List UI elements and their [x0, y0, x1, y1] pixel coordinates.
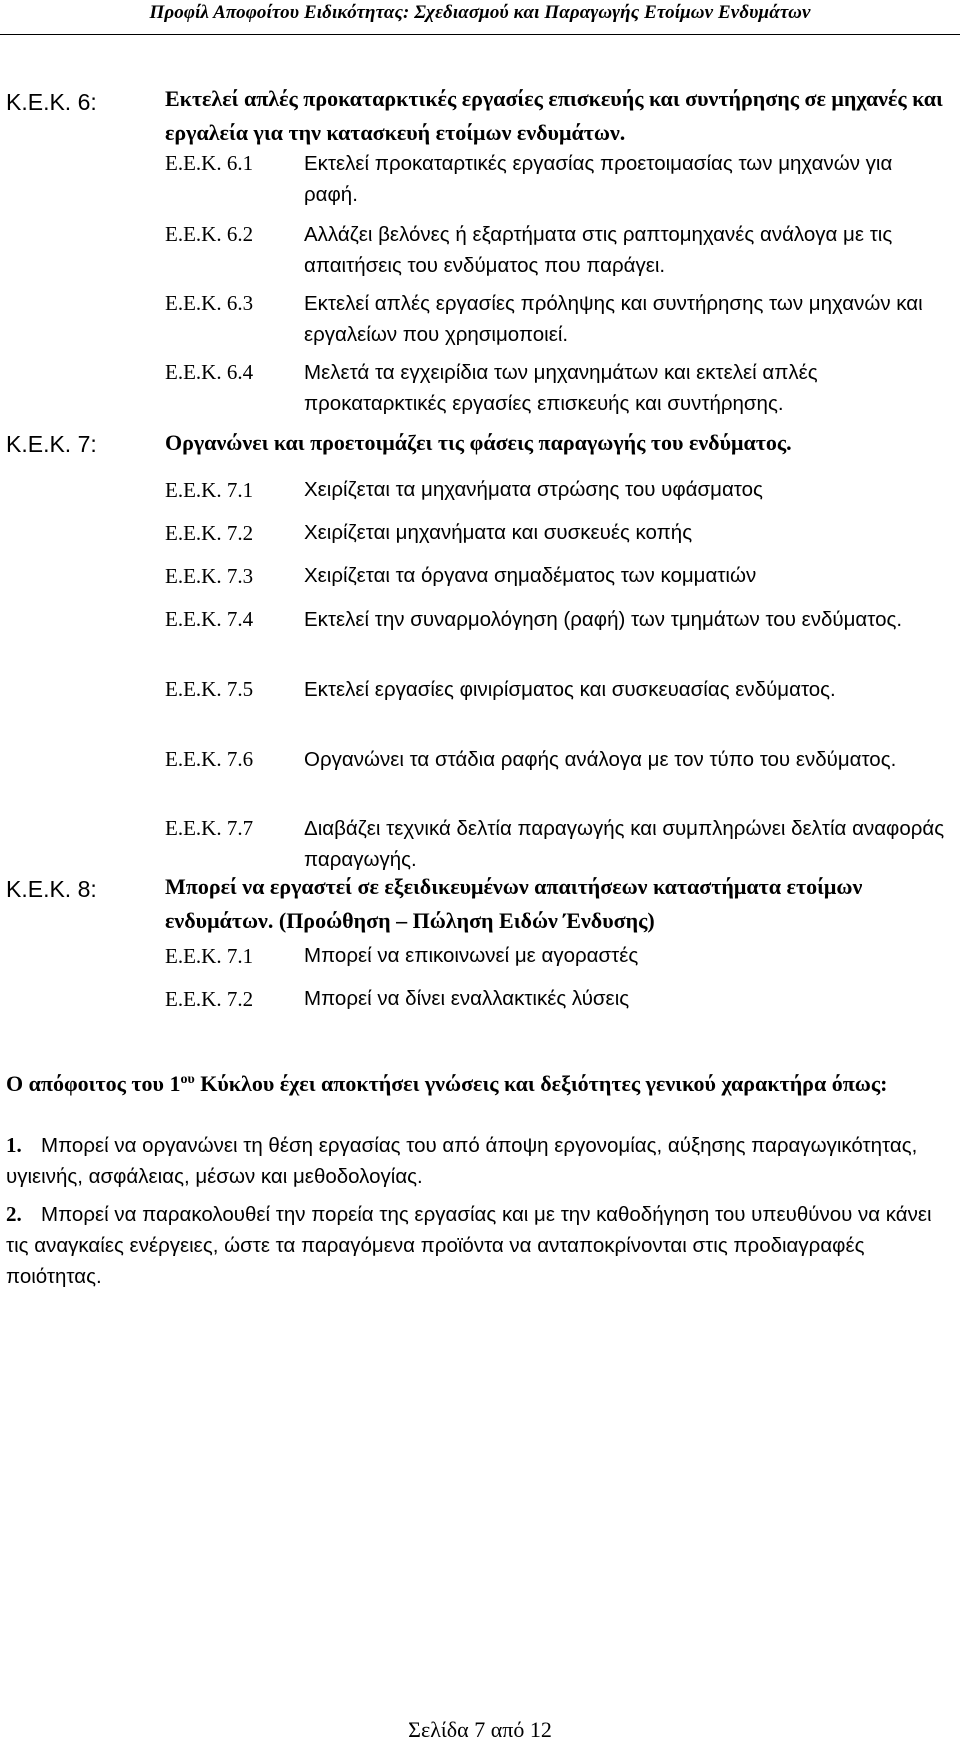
section-code: Κ.Ε.Κ. 7:	[6, 431, 97, 457]
subsection-code: Ε.Ε.Κ. 6.2	[165, 222, 254, 246]
subsection-text: Διαβάζει τεχνικά δελτία παραγωγής και συμπληρώνει δελτία αναφοράς παραγωγής.	[304, 817, 945, 871]
subsection-code: Ε.Ε.Κ. 7.1	[165, 944, 254, 968]
subsection-text: Χειρίζεται τα μηχανήματα στρώσης του υφάσματος	[304, 478, 763, 501]
subsection-text: Μπορεί να δίνει εναλλακτικές λύσεις	[304, 987, 630, 1010]
subsection-text: Μπορεί να επικοινωνεί με αγοραστές	[304, 944, 639, 967]
subsection-code: Ε.Ε.Κ. 7.6	[165, 747, 254, 771]
section-title: Μπορεί να εργαστεί σε εξειδικευμένων απαιτήσεων καταστήματα ετοίμων ενδυμάτων. (Προώθηση – Πώληση Ειδών Ένδυσης)	[165, 874, 863, 933]
heading-text-rest: Κύκλου έχει αποκτήσει γνώσεις και δεξιότητες γενικού χαρακτήρα όπως:	[194, 1071, 888, 1096]
section-title: Εκτελεί απλές προκαταρκτικές εργασίες επισκευής και συντήρησης σε μηχανές και εργαλεία για την κατασκευή ετοίμων ενδυμάτων.	[165, 86, 943, 145]
section-code: Κ.Ε.Κ. 6:	[6, 89, 97, 115]
subsection-code: Ε.Ε.Κ. 6.3	[165, 291, 254, 315]
subsection-code: Ε.Ε.Κ. 7.5	[165, 677, 254, 701]
subsection-code: Ε.Ε.Κ. 7.3	[165, 564, 254, 588]
subsection-text: Εκτελεί την συναρμολόγηση (ραφή) των τμημάτων του ενδύματος.	[304, 608, 903, 631]
subsection-code: Ε.Ε.Κ. 7.7	[165, 816, 254, 840]
subsection-code: Ε.Ε.Κ. 7.4	[165, 607, 254, 631]
subsection-code: Ε.Ε.Κ. 6.4	[165, 360, 254, 384]
subsection-code: Ε.Ε.Κ. 7.1	[165, 478, 254, 502]
subsection-text: Οργανώνει τα στάδια ραφής ανάλογα με τον τύπο του ενδύματος.	[304, 748, 897, 771]
page-header: Προφίλ Αποφοίτου Ειδικότητας: Σχεδιασμού και Παραγωγής Ετοίμων Ενδυμάτων	[149, 2, 811, 23]
section-title: Οργανώνει και προετοιμάζει τις φάσεις παραγωγής του ενδύματος.	[165, 430, 792, 455]
section-code: Κ.Ε.Κ. 8:	[6, 876, 97, 902]
subsection-text: Αλλάζει βελόνες ή εξαρτήματα στις ραπτομηχανές ανάλογα με τις απαιτήσεις του ενδύματος που παράγει.	[304, 223, 893, 277]
ordinal-superscript: ου	[180, 1072, 195, 1087]
list-item-text: Μπορεί να παρακολουθεί την πορεία της εργασίας και με την καθοδήγηση του υπευθύνου να κάνει τις αναγκαίες ενέργειες, ώστε τα παραγόμενα προϊόντα να ανταποκρίνονται στις προδιαγραφές ποιότητας.	[6, 1203, 932, 1288]
header-divider	[0, 34, 960, 35]
list-number: 1.	[6, 1133, 22, 1157]
general-skills-heading	[6, 1067, 951, 1101]
subsection-text: Εκτελεί απλές εργασίες πρόληψης και συντήρησης των μηχανών και εργαλείων που χρησιμοποιεί.	[304, 292, 923, 346]
list-number: 2.	[6, 1202, 22, 1226]
subsection-text: Χειρίζεται μηχανήματα και συσκευές κοπής	[304, 521, 693, 544]
subsection-code: Ε.Ε.Κ. 7.2	[165, 987, 254, 1011]
subsection-text: Εκτελεί προκαταρτικές εργασίας προετοιμασίας των μηχανών για ραφή.	[304, 152, 893, 206]
subsection-text: Εκτελεί εργασίες φινιρίσματος και συσκευασίας ενδύματος.	[304, 678, 836, 701]
page-number-footer: Σελίδα 7 από 12	[408, 1717, 552, 1742]
subsection-text: Μελετά τα εγχειρίδια των μηχανημάτων και εκτελεί απλές προκαταρκτικές εργασίες επισκευής και συντήρησης.	[304, 361, 818, 415]
subsection-code: Ε.Ε.Κ. 6.1	[165, 151, 254, 175]
subsection-text: Χειρίζεται τα όργανα σημαδέματος των κομματιών	[304, 564, 757, 587]
heading-text: Ο απόφοιτος του 1	[6, 1071, 181, 1096]
subsection-code: Ε.Ε.Κ. 7.2	[165, 521, 254, 545]
list-item-text: Μπορεί να οργανώνει τη θέση εργασίας του από άποψη εργονομίας, αύξησης παραγωγικότητας, υγιεινής, ασφάλειας, μέσων και μεθοδολογίας.	[6, 1134, 918, 1188]
